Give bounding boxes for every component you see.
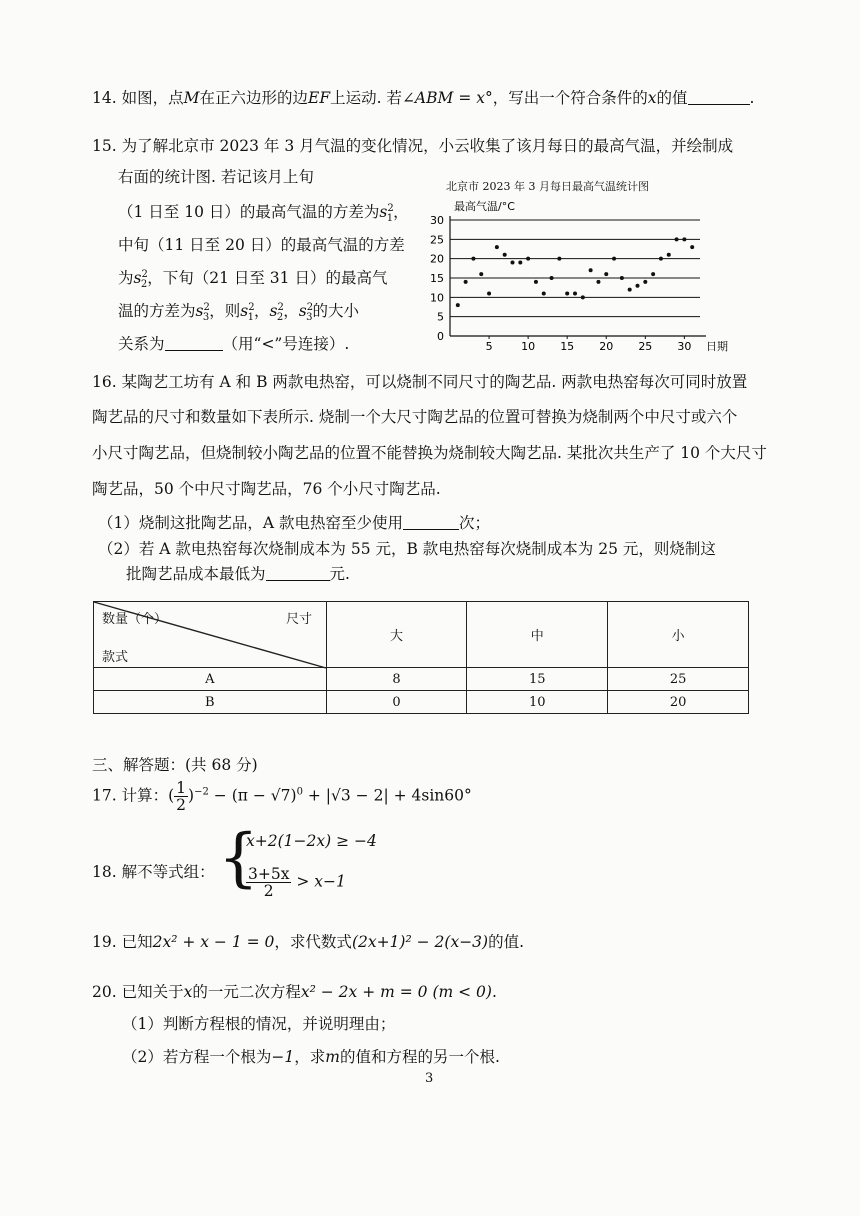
question-15-line5: 为$s^2_2$，下旬（21 日至 31 日）的最高气 [118,268,388,291]
x-tick-label: 20 [599,340,614,353]
question-16-line2: 陶艺品的尺寸和数量如下表所示. 烧制一个大尺寸陶艺品的位置可替换为烧制两个中尺寸或六个 [92,408,738,426]
x-tick-label: 10 [521,340,536,353]
q18-number: 18. [92,863,117,881]
data-point [651,272,655,276]
question-15-line1: 15. 为了解北京市 2023 年 3 月气温的变化情况，小云收集了该月每日的最高气温，并绘制成 [92,137,734,155]
data-point [565,291,569,295]
data-point [620,276,624,280]
question-15-line7: 关系为 （用“<”号连接）. [118,335,350,353]
question-20-sub1: （1）判断方程根的情况，并说明理由； [122,1015,396,1033]
question-14: 14. 如图，点M在正六边形的边EF上运动. 若∠ABM = x°，写出一个符合条件的x的值 . [92,89,755,107]
q14-number: 14. [92,89,117,107]
y-tick-label: 15 [430,272,444,285]
data-point [487,291,491,295]
temperature-chart [420,194,728,354]
data-point [596,280,600,284]
page-number: 3 [425,1071,434,1086]
data-point [456,303,460,307]
q20-number: 20. [92,983,117,1001]
data-point [550,276,554,280]
kiln-capacity-table [93,601,749,714]
table-row: B 0 10 20 [94,691,749,714]
table-row: A 8 15 25 [94,668,749,691]
data-point [628,288,632,292]
y-axis-label: 最高气温/°C [454,200,515,213]
col-medium: 中 [467,602,608,668]
data-point [589,268,593,272]
data-point [643,280,647,284]
col-large: 大 [326,602,467,668]
data-point [573,291,577,295]
question-15-line6: 温的方差为$s^2_3$，则$s^2_1$，$s^2_2$，$s^2_3$的大小 [118,301,359,324]
section-3-title: 三、解答题：(共 68 分) [92,756,258,774]
question-15-line3: （1 日至 10 日）的最高气温的方差为$s^2_1$， [118,202,409,225]
data-point [557,257,561,261]
question-20: 20. 已知关于x的一元二次方程x² − 2x + m = 0 (m < 0). [92,983,497,1001]
q16-sub1-blank[interactable] [403,515,459,530]
data-point [464,280,468,284]
q18-inequality-1: x+2(1−2x) ≥ −4 [246,832,377,850]
question-16-sub1: （1）烧制这批陶艺品，A 款电热窑至少使用 次； [98,514,490,532]
question-16-sub3: 批陶艺品成本最低为 元. [126,565,350,583]
data-point [503,253,507,257]
q15-number: 15. [92,137,117,155]
data-point [636,284,640,288]
q16-number: 16. [92,373,117,391]
question-19: 19. 已知2x² + x − 1 = 0，求代数式(2x+1)² − 2(x−3)的值. [92,933,525,951]
table-diagonal-header [94,602,327,668]
chart-title: 北京市 2023 年 3 月每日最高气温统计图 [446,180,649,193]
data-point [682,237,686,241]
q14-answer-blank[interactable] [688,90,750,105]
data-point [659,257,663,261]
x-tick-label: 25 [638,340,653,353]
question-16-line4: 陶艺品，50 个中尺寸陶艺品，76 个小尺寸陶艺品. [92,480,441,498]
y-tick-label: 5 [437,310,444,324]
q18-inequality-2: $\frac{3+5x}{2}$ > x−1 [248,865,346,900]
row-label-b: B [94,691,327,714]
data-point [604,272,608,276]
q15-answer-blank[interactable] [165,336,223,351]
y-tick-label: 25 [430,233,444,247]
header-size: 尺寸 [286,612,313,627]
x-tick-label: 15 [560,340,575,353]
data-point [667,253,671,257]
row-label-a: A [94,668,327,691]
question-16-sub2: （2）若 A 款电热窑每次烧制成本为 55 元，B 款电热窑每次烧制成本为 25 元，则烧制这 [98,540,716,558]
q16-sub3-blank[interactable] [266,566,330,581]
data-point [612,257,616,261]
data-point [511,261,515,265]
question-15-line2: 右面的统计图. 若记该月上旬 [118,168,314,186]
question-16-line3: 小尺寸陶艺品，但烧制较小陶艺品的位置不能替换为烧制较大陶艺品. 某批次共生产了 10 个大尺寸 [92,444,767,462]
q19-number: 19. [92,933,117,951]
data-point [542,291,546,295]
question-18: 18. 解不等式组： [92,863,215,881]
y-tick-label: 30 [430,214,444,227]
col-small: 小 [608,602,749,668]
data-point [526,257,530,261]
x-tick-label: 30 [677,340,692,353]
data-point [581,295,585,299]
question-16-line1: 16. 某陶艺工坊有 A 和 B 两款电热窑，可以烧制不同尺寸的陶艺品. 两款电热窑每次可同时放置 [92,373,748,391]
data-point [690,245,694,249]
data-point [675,237,679,241]
data-point [495,245,499,249]
data-point [479,272,483,276]
x-axis-label: 日期 [706,340,728,353]
question-20-sub2: （2）若方程一个根为−1，求m的值和方程的另一个根. [122,1048,500,1066]
y-tick-label: 20 [430,252,444,266]
question-17: 17. 计算：( $\frac{1}{2}$ )$^{-2} - (\pi - √7)^0 + |√3 - 2| + 4\sin 60^\circ$ [92,779,472,814]
brace-icon: { [218,821,259,895]
x-tick-label: 5 [485,340,493,353]
header-type: 款式 [102,650,129,665]
header-quantity: 数量（个） [102,612,168,627]
data-point [534,280,538,284]
data-point [518,261,522,265]
data-point [471,257,475,261]
y-tick-label: 0 [437,330,444,343]
y-tick-label: 10 [430,291,444,305]
question-15-line4: 中旬（11 日至 20 日）的最高气温的方差 [118,236,405,254]
q17-number: 17. [92,786,117,805]
